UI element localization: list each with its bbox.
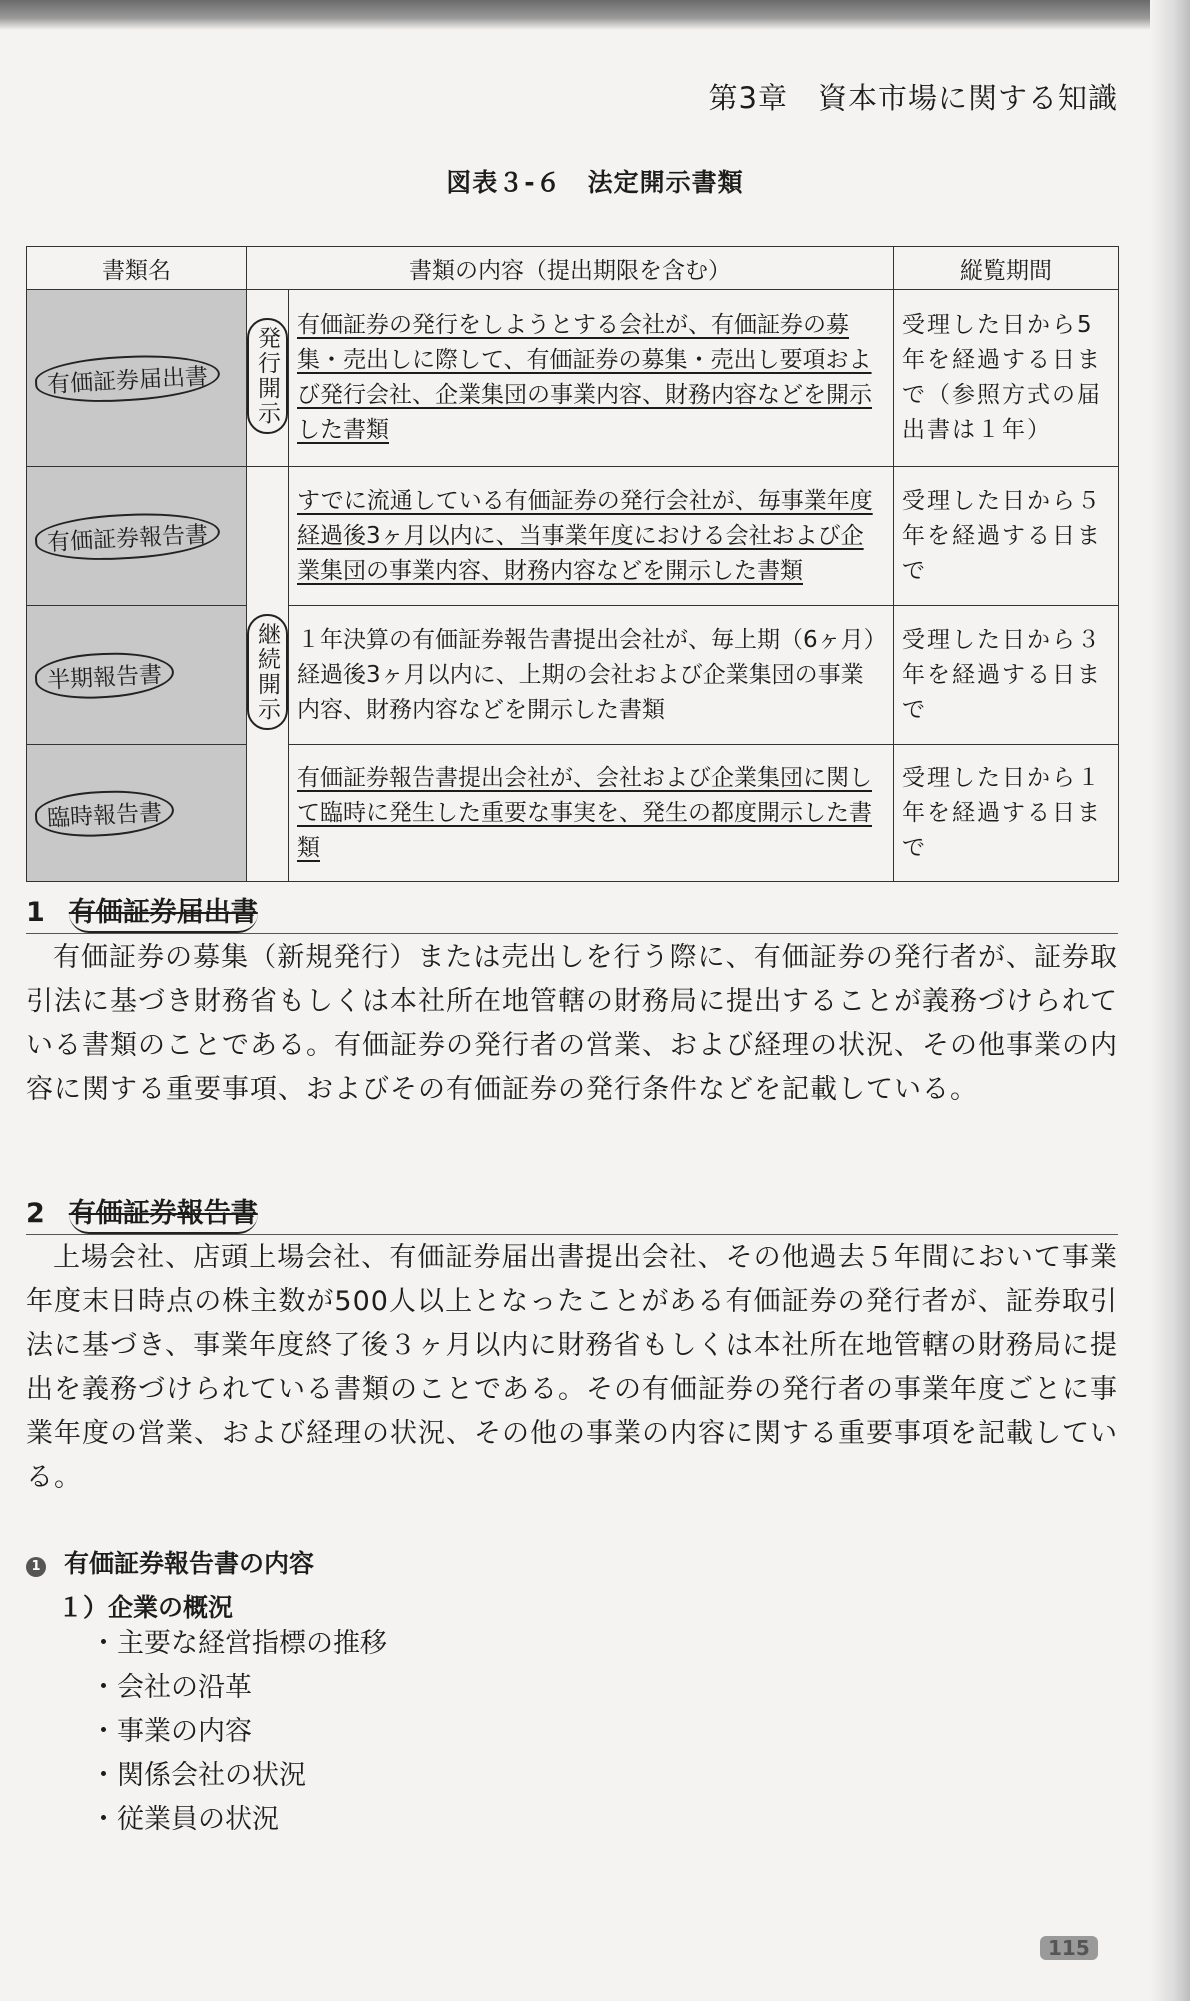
- doc-content: 有価証券の発行をしようとする会社が、有価証券の募集・売出しに際して、有価証券の募集・売出し要項および発行会社、企業集団の事業内容、財務内容などを開示した書類: [289, 290, 894, 467]
- section-rule: [26, 1234, 1118, 1235]
- category-cell: [247, 290, 289, 467]
- doc-name: 臨時報告書: [34, 787, 175, 839]
- doc-name-cell: [27, 606, 247, 745]
- doc-period: 受理した日から１年を経過する日まで: [894, 745, 1119, 882]
- number-circle-icon: 1: [26, 1557, 46, 1577]
- doc-period: 受理した日から５年を経過する日まで: [894, 467, 1119, 606]
- figure-title: 図表３-６ 法定開示書類: [446, 168, 744, 197]
- header-content: 書類の内容（提出期限を含む）: [247, 247, 894, 290]
- table-row: [27, 745, 1119, 882]
- table-row: [27, 606, 1119, 745]
- doc-content: １年決算の有価証券報告書提出会社が、毎上期（6ヶ月）経過後3ヶ月以内に、上期の会社および企業集団の事業内容、財務内容などを開示した書類: [289, 606, 894, 745]
- table-header-row: [27, 247, 1119, 290]
- doc-name: 有価証券届出書: [34, 351, 221, 406]
- section-heading-2: [26, 1191, 258, 1234]
- doc-name-cell: [27, 467, 247, 606]
- doc-name-cell: [27, 745, 247, 882]
- doc-content: すでに流通している有価証券の発行会社が、毎事業年度経過後3ヶ月以内に、当事業年度における会社および企業集団の事業内容、財務内容などを開示した書類: [289, 467, 894, 606]
- doc-content: 有価証券報告書提出会社が、会社および企業集団に関して臨時に発生した重要な事実を、発生の都度開示した書類: [289, 745, 894, 882]
- doc-name-cell: [27, 290, 247, 467]
- section-heading-1: [26, 890, 258, 933]
- section-body-1: 有価証券の募集（新規発行）または売出しを行う際に、有価証券の発行者が、証券取引法に基づき財務省もしくは本社所在地管轄の財務局に提出することが義務づけられている書類のことである。有価証券の発行者の営業、および経理の状況、その他事業の内容に関する重要事項、およびその有価証券の発行条件などを記載している。: [26, 942, 1118, 1105]
- section-title: 有価証券届出書: [69, 890, 258, 933]
- header-doc-name: 書類名: [27, 247, 247, 290]
- category-cell: [247, 467, 289, 882]
- doc-period: 受理した日から5年を経過する日まで（参照方式の届出書は１年）: [894, 290, 1119, 467]
- list-item: ・会社の沿革: [90, 1672, 252, 1703]
- header-period: 縦覧期間: [894, 247, 1119, 290]
- section-rule: [26, 933, 1118, 934]
- chapter-header: 第3章 資本市場に関する知識: [708, 81, 1118, 115]
- page-number: 115: [1040, 1936, 1098, 1960]
- doc-period: 受理した日から３年を経過する日まで: [894, 606, 1119, 745]
- subsection-heading: [26, 1544, 314, 1580]
- doc-name: 半期報告書: [34, 649, 175, 701]
- disclosure-table: [26, 246, 1119, 882]
- table-row: [27, 467, 1119, 606]
- page-top-shadow: [0, 0, 1190, 30]
- table-row: [27, 290, 1119, 467]
- section-number: 2: [26, 1198, 45, 1229]
- list-item: ・関係会社の状況: [90, 1760, 306, 1791]
- page-spine-shadow: [1150, 0, 1190, 2001]
- subsection-title: 有価証券報告書の内容: [64, 1549, 315, 1578]
- section-body-2: 上場会社、店頭上場会社、有価証券届出書提出会社、その他過去５年間において事業年度末日時点の株主数が500人以上となったことがある有価証券の発行者が、証券取引法に基づき、事業年度終了後３ヶ月以内に財務省もしくは本社所在地管轄の財務局に提出を義務づけられている書類のことである。その有価証券の発行者の事業年度ごとに事業年度の営業、および経理の状況、その他の事業の内容に関する重要事項を記載している。: [26, 1242, 1118, 1493]
- category-label: 継続開示: [247, 614, 288, 730]
- section-number: 1: [26, 897, 45, 928]
- list-item: ・主要な経営指標の推移: [90, 1628, 387, 1659]
- list-item: ・従業員の状況: [90, 1804, 279, 1835]
- content-list: [90, 1622, 387, 1842]
- subsubsection-title: １）企業の概況: [58, 1593, 234, 1622]
- doc-name: 有価証券報告書: [34, 509, 221, 564]
- list-item: ・事業の内容: [90, 1716, 252, 1747]
- category-label: 発行開示: [247, 318, 288, 434]
- section-title: 有価証券報告書: [69, 1191, 258, 1234]
